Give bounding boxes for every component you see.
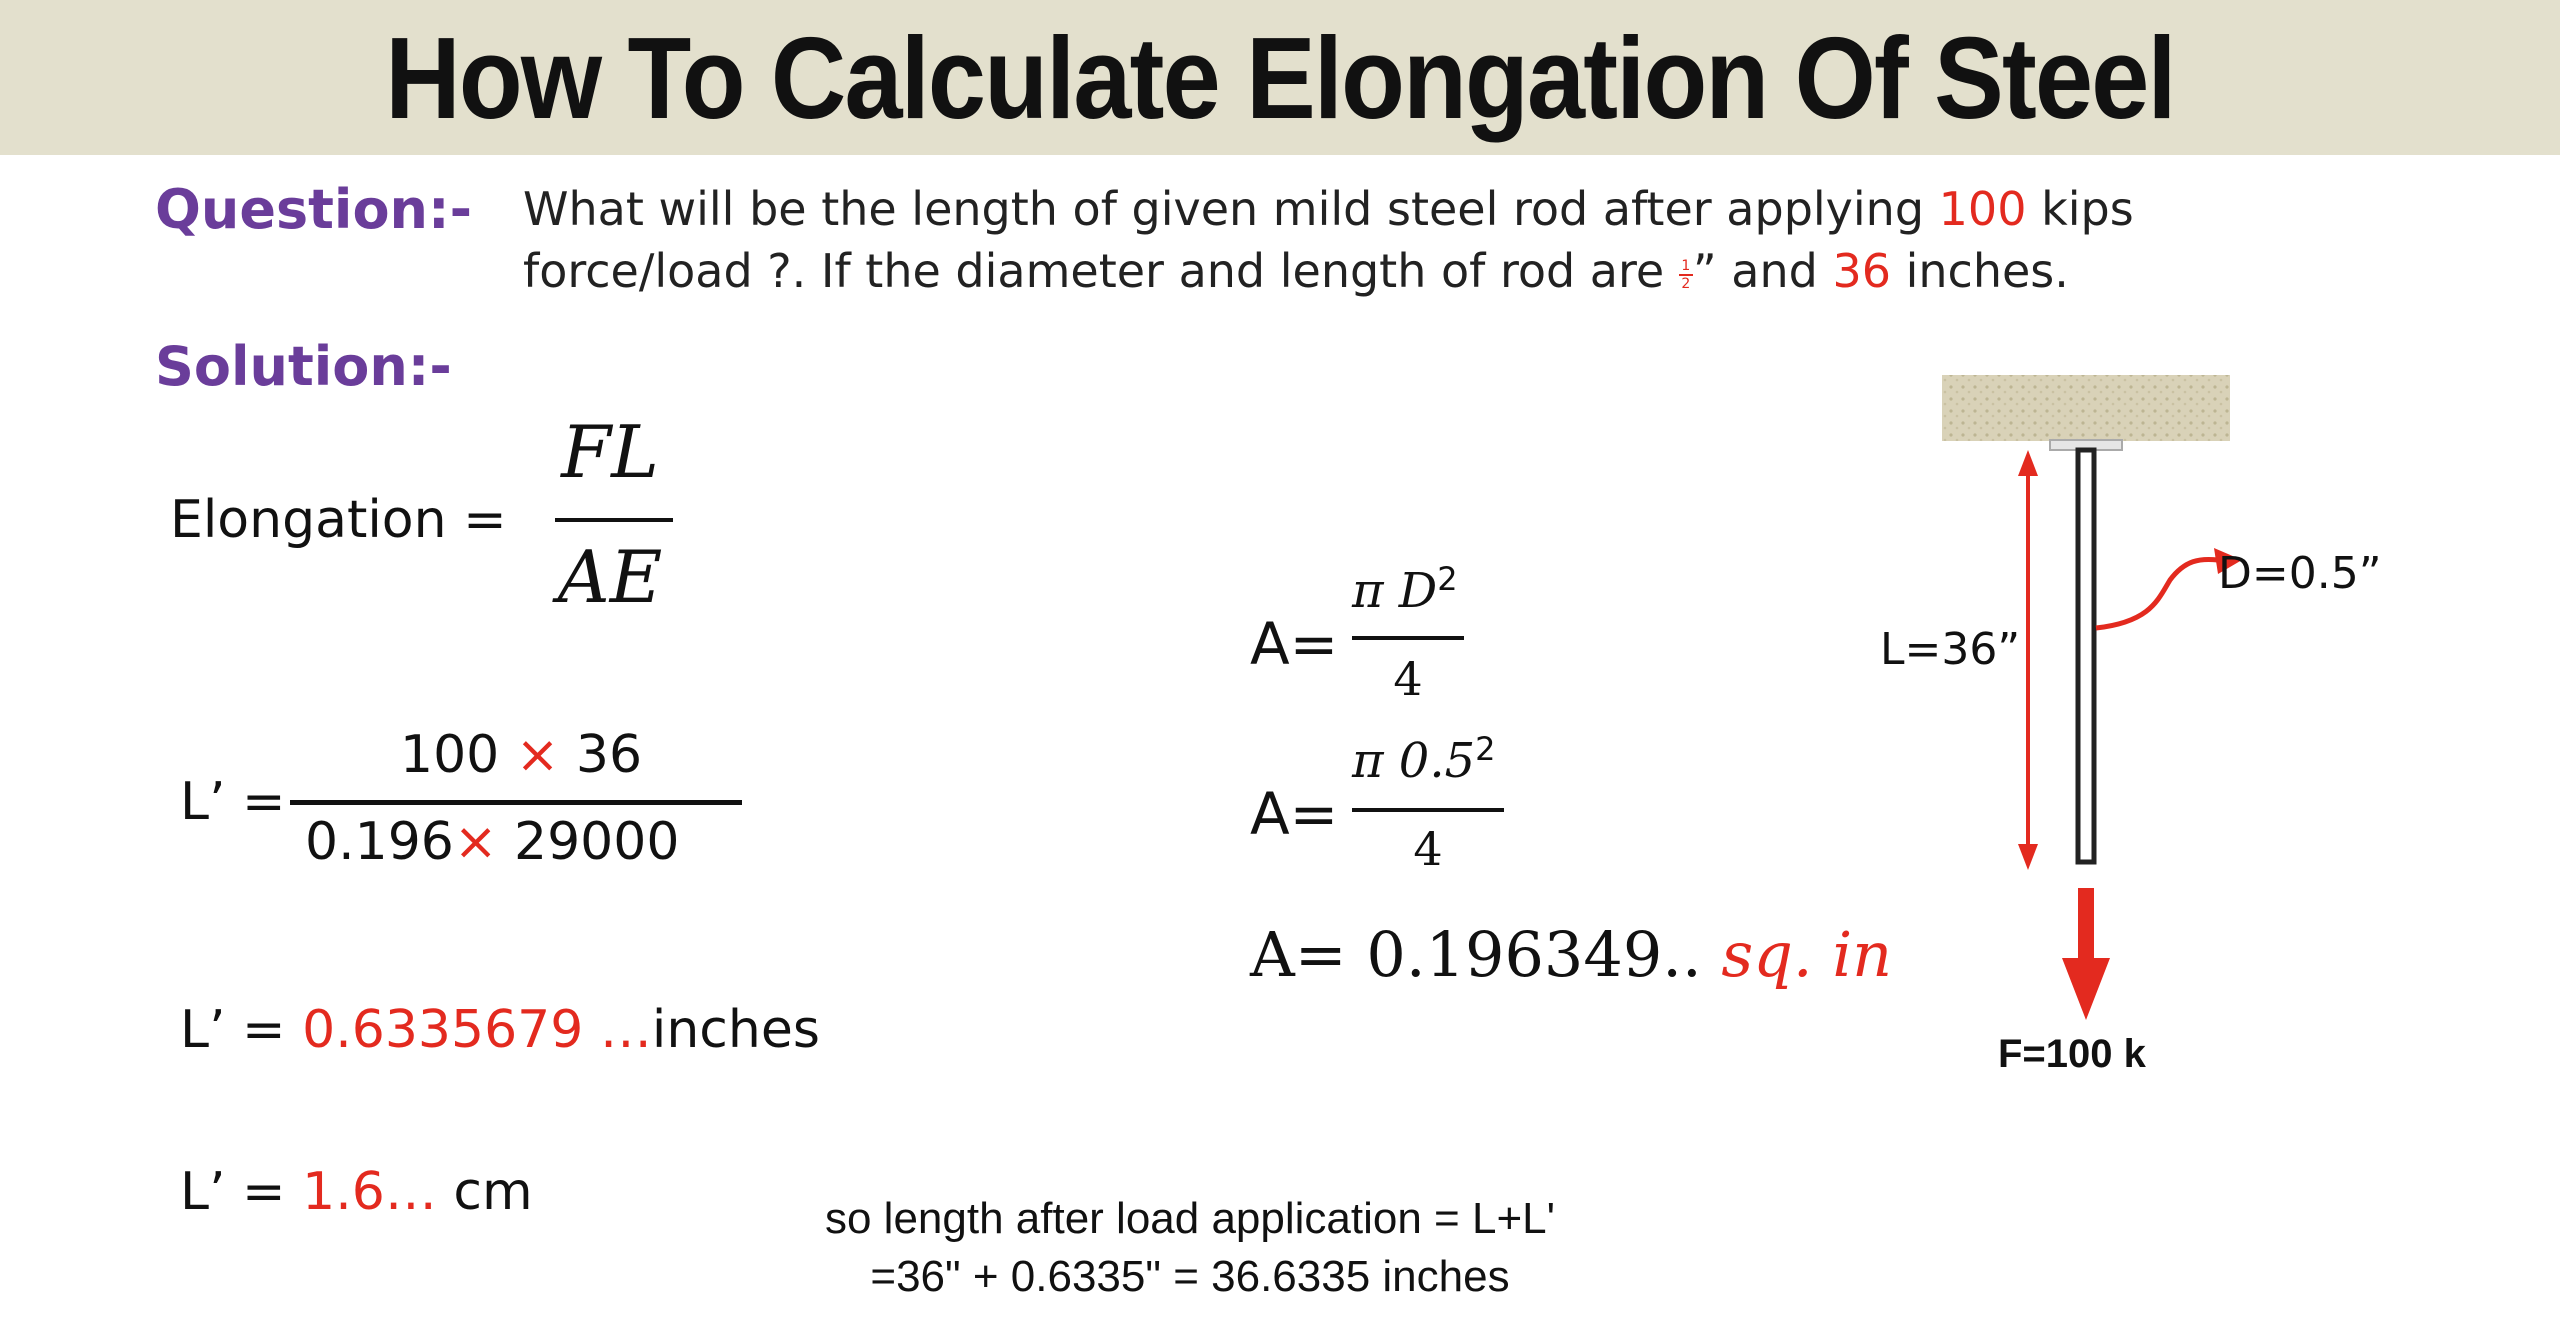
page-title: How To Calculate Elongation Of Steel	[385, 13, 2175, 143]
force-label: F=100 k	[1998, 1032, 2146, 1076]
elongation-label: Elongation =	[170, 490, 507, 550]
fraction-denominator: 2	[1681, 275, 1691, 292]
length-value: 36	[1832, 244, 1891, 298]
area-label-1: A=	[1250, 610, 1339, 678]
area-result	[1250, 918, 1892, 991]
support-ceiling	[1942, 375, 2230, 441]
area-fraction-bar-2	[1352, 808, 1504, 812]
lprime-label-2: L’ =	[180, 1000, 286, 1060]
area-numerator-1	[1352, 560, 1458, 619]
question-line-1	[523, 178, 2134, 240]
conclusion	[640, 1190, 1740, 1306]
question-line2-text: force/load ?. If the diameter and length of rod are	[523, 244, 1665, 298]
elongation-fraction-bar	[555, 518, 673, 522]
question-line2-mid: ” and	[1692, 244, 1818, 298]
question-text	[523, 178, 2134, 302]
area-denominator-2: 4	[1413, 822, 1443, 876]
pi-value-text: π 0.5	[1352, 733, 1476, 789]
modulus-number: 29000	[513, 812, 680, 872]
lprime-inches-unit: inches	[651, 1000, 820, 1060]
lprime-cm-value: 1.6…	[302, 1162, 437, 1222]
length-label: L=36”	[1880, 624, 2021, 675]
force-unit: kips	[2041, 182, 2134, 236]
area-fraction-bar-1	[1352, 636, 1464, 640]
diameter-pointer-curve	[2096, 559, 2218, 628]
length-arrow-head-bottom	[2018, 844, 2038, 870]
lprime-cm-unit: cm	[453, 1162, 533, 1222]
length-number: 36	[575, 725, 643, 785]
area-label-2: A=	[1250, 780, 1339, 848]
length-unit: inches.	[1905, 244, 2069, 298]
lprime-label-1: L’ =	[180, 772, 286, 832]
conclusion-line-1: so length after load application = L+L'	[824, 1194, 1556, 1243]
diameter-label: D=0.5”	[2218, 548, 2382, 599]
area-denominator-1: 4	[1393, 652, 1423, 706]
steel-rod	[2078, 450, 2094, 862]
question-line-2	[523, 240, 2134, 302]
exponent-2: 2	[1475, 730, 1496, 768]
force-value: 100	[1938, 182, 2027, 236]
lprime-inches-value: 0.6335679 …	[302, 1000, 652, 1060]
lprime-result-cm	[180, 1162, 533, 1222]
question-label: Question:-	[155, 178, 472, 241]
lprime-numerator	[400, 725, 642, 785]
force-number: 100	[400, 725, 500, 785]
lprime-result-inches	[180, 1000, 820, 1060]
elongation-denominator: AE	[557, 535, 663, 619]
area-number: 0.196	[305, 812, 454, 872]
force-arrow-head	[2062, 958, 2110, 1020]
lprime-label-3: L’ =	[180, 1162, 286, 1222]
length-arrow-head-top	[2018, 450, 2038, 476]
elongation-numerator: FL	[561, 410, 659, 494]
area-numerator-2	[1352, 730, 1496, 789]
conclusion-line-2: =36" + 0.6335" = 36.6335 inches	[870, 1252, 1510, 1301]
times-sign-2: ×	[453, 812, 498, 872]
force-arrow-shaft	[2078, 888, 2094, 968]
area-result-value: A= 0.196349..	[1250, 918, 1702, 991]
diameter-fraction	[1679, 258, 1693, 292]
lprime-denominator	[305, 812, 679, 872]
solution-label: Solution:-	[155, 335, 452, 398]
exponent-1: 2	[1437, 560, 1458, 598]
rod-diagram	[1900, 360, 2460, 1100]
question-line1-text: What will be the length of given mild steel rod after applying	[523, 182, 1925, 236]
area-result-unit: sq. in	[1721, 918, 1893, 991]
lprime-fraction-bar	[290, 800, 742, 805]
fraction-numerator: 1	[1681, 257, 1691, 274]
times-sign-1: ×	[515, 725, 560, 785]
pi-d-text: π D	[1352, 563, 1438, 619]
